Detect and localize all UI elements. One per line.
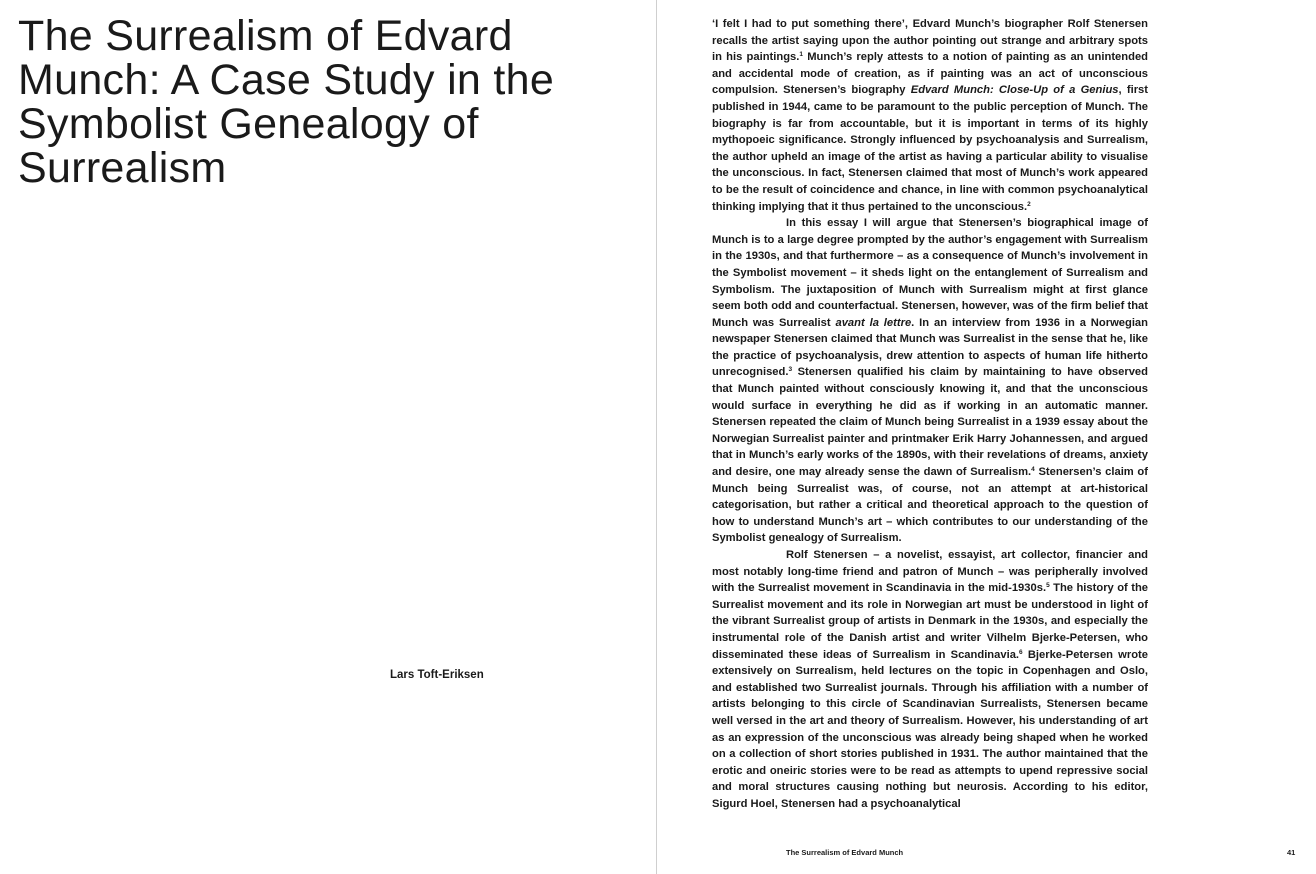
footnote-marker: 3 <box>788 366 793 374</box>
text-run: In this essay I will argue that Stenersen’s biographical image of Munch is to a large degree prompted by the author’s engagement with Surrealism in the 1930s, and that furthermore – as a consequence of Munch’s involvement in the Symbolist movement – it sheds light on the entanglement of Surrealism and Symbolism. The juxtaposition of Munch with Surrealism might at first glance seem both odd and counterfactual. Stenersen, however, was of the firm belief that Munch was Surrealist <box>712 217 1148 329</box>
footnote-marker: 5 <box>1046 582 1050 590</box>
text-run: ‘I felt I had to put something there’, Edvard Munch’s biographer Rolf Stenersen recalls the artist saying upon the author pointing out strange and arbitrary spots in his paintings. <box>712 18 1148 64</box>
paragraph <box>712 215 1148 547</box>
footnote-marker: 2 <box>1027 200 1031 208</box>
body-text <box>712 16 1148 813</box>
paragraph <box>712 547 1148 813</box>
author-name: Lars Toft-Eriksen <box>390 669 484 681</box>
footnote-marker: 4 <box>1031 466 1035 474</box>
left-page <box>0 0 656 874</box>
text-run: Munch’s reply attests to a notion of painting as an unintended and accidental mode of creation, as if painting was an act of unconscious compulsion. Stenersen’s biography <box>712 51 1148 97</box>
essay-title: The Surrealism of Edvard Munch: A Case Study in the Symbolist Genealogy of Surrealism <box>18 12 555 192</box>
text-run: Rolf Stenersen – a novelist, essayist, art collector, financier and most notably long-time friend and patron of Munch – was peripherally involved with the Surrealist movement in Scandinavia in the mid-1930s. <box>712 549 1148 595</box>
footnote-marker: 1 <box>799 51 804 59</box>
text-run: Stenersen’s claim of Munch being Surrealist was, of course, not an attempt at art-historical categorisation, but rather a critical and theoretical approach to the question of how to understand Munch’s art – which contributes to our understanding of the Symbolist genealogy of Surrealism. <box>712 466 1148 545</box>
paragraph <box>712 16 1148 215</box>
page-number: 41 <box>1287 848 1296 857</box>
italic-title: Edvard Munch: Close-Up of a Genius <box>910 84 1119 97</box>
text-run: , first published in 1944, came to be paramount to the public perception of Munch. The biography is far from accountable, but it is important in terms of its highly mythopoeic significance. Strongly influenced by psychoanalysis and Surrealism, the author upheld an image of the artist as having a particular ability to visualise the unconscious. In fact, Stenersen claimed that most of Munch’s work appeared to be the result of coincidence and chance, in line with common psychoanalytical thinking implying that it thus pertained to the unconscious. <box>712 84 1148 213</box>
running-footer-title: The Surrealism of Edvard Munch <box>786 848 904 857</box>
footnote-marker: 6 <box>1019 648 1023 656</box>
text-run: Bjerke-Petersen wrote extensively on Surrealism, held lectures on the topic in Copenhagen and Oslo, and established two Surrealist journals. Through his affiliation with a number of artists belonging to this circle of Scandinavian Surrealists, Stenersen became well versed in the art and theory of Surrealism. However, his understanding of art as an expression of the unconscious was already being shaped when he worked on a collection of short stories published in 1931. The author maintained that the erotic and oneiric stories were to be read as attempts to upend repressive social and moral structures causing nothing but neurosis. According to his editor, Sigurd Hoel, Stenersen had a psychoanalytical <box>712 648 1149 810</box>
italic-title: avant la lettre <box>835 316 912 329</box>
text-run: Stenersen qualified his claim by maintaining to have observed that Munch painted without consciously knowing it, and that the unconscious would surface in everything he did as if working in an automatic manner. Stenersen repeated the claim of Munch being Surrealist in a 1939 essay about the Norwegian Surrealist painter and printmaker Erik Harry Johannessen, and argued that in Munch’s early works of the 1890s, with their revelations of dreams, anxiety and desire, one may already sense the dawn of Surrealism. <box>712 366 1148 479</box>
text-run: . In an interview from 1936 in a Norwegian newspaper Stenersen claimed that Munch was Surrealist in the sense that he, like the practice of psychoanalysis, drew attention to aspects of human life hitherto unrecognised. <box>712 316 1148 379</box>
text-run: The history of the Surrealist movement and its role in Norwegian art must be understood in light of the vibrant Surrealist group of artists in Denmark in the 1930s, and especially the instrumental role of the Danish artist and writer Vilhelm Bjerke-Petersen, who disseminated these ideas of Surrealism in Scandinavia. <box>712 582 1148 661</box>
